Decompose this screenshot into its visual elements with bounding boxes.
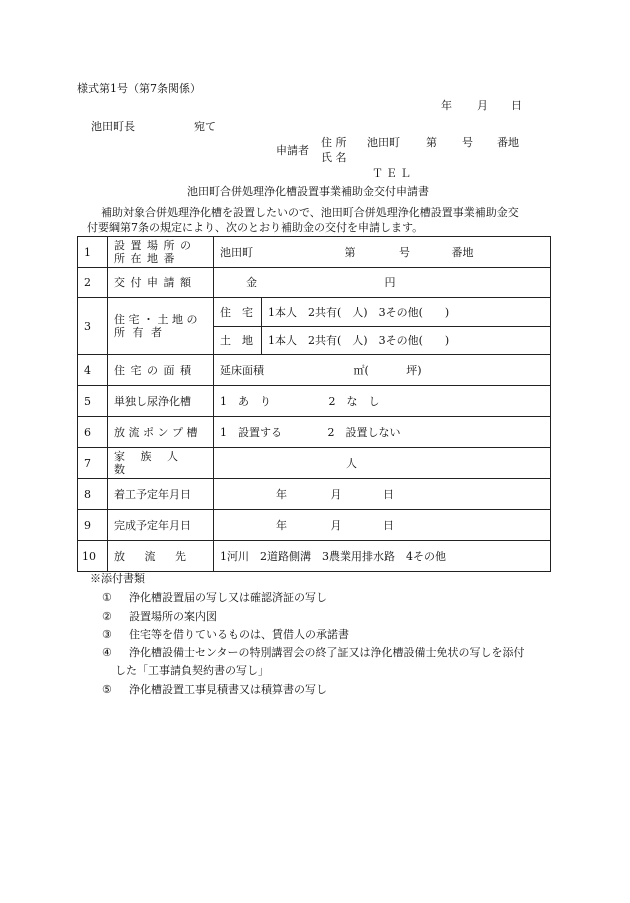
row-label: 放 流 ポ ン プ 槽 <box>108 417 214 448</box>
row-number: 4 <box>78 355 108 386</box>
row-label: 単独し尿浄化槽 <box>108 386 214 417</box>
row-label: 放 流 先 <box>108 541 214 572</box>
row-label-line2: 所 有 者 <box>114 326 164 339</box>
row-number: 6 <box>78 417 108 448</box>
intro-line2: 付要綱第7条の規定により、次のとおり補助金の交付を申請します。 <box>87 221 424 234</box>
attachment-text-continued: した「工事請負契約書の写し」 <box>115 664 269 677</box>
addressee-suffix: 宛て <box>194 120 216 133</box>
intro-line1: 補助対象合併処理浄化槽を設置したいので、池田町合併処理浄化槽設置事業補助金交 <box>101 206 519 219</box>
table-row <box>78 386 551 417</box>
row-number: 1 <box>78 237 108 268</box>
row-label-line1: 住 宅 ・ 土 地 の <box>114 313 198 326</box>
date-day: 日 <box>511 99 522 112</box>
tel-label: ＴＥＬ <box>372 167 414 180</box>
attachment-text: 浄化槽設置工事見積書又は積算書の写し <box>129 683 327 696</box>
value-month: 月 <box>330 487 342 501</box>
attachment-text: 浄化槽設置届の写し又は確認済証の写し <box>129 591 327 604</box>
address-banchi: 番地 <box>497 136 519 149</box>
attachment-text: 浄化槽設備士センターの特別講習会の終了証又は浄化槽設備士免状の写しを添付 <box>129 646 525 659</box>
sub-label-house: 住 宅 <box>214 298 262 327</box>
row-label-line1: 設 置 場 所 の <box>114 239 192 252</box>
row-number: 7 <box>78 448 108 479</box>
row-label: 住 宅 の 面 積 <box>108 355 214 386</box>
address-town: 池田町 <box>367 136 400 149</box>
addressee: 池田町長 <box>91 120 135 133</box>
option-no[interactable]: 2 な し <box>328 394 380 408</box>
date-year: 年 <box>441 99 452 112</box>
option-yes[interactable]: 1 あ り <box>220 394 271 408</box>
value-go: 号 <box>399 245 410 259</box>
row-label-line2: 所 在 地 番 <box>114 252 176 265</box>
row-value[interactable] <box>214 268 551 298</box>
table-row <box>78 510 551 541</box>
row-value[interactable] <box>214 448 551 479</box>
attachment-text: 設置場所の案内図 <box>129 610 217 623</box>
value-unit: ㎡( <box>353 363 369 377</box>
value-town: 池田町 <box>220 245 253 259</box>
sub-value-land[interactable]: 1本人 2共有( 人) 3その他( ) <box>262 327 551 355</box>
row-value[interactable] <box>214 417 551 448</box>
form-number: 様式第1号（第7条関係） <box>77 82 201 95</box>
value-persons: 人 <box>346 456 357 470</box>
value-dai: 第 <box>344 245 356 259</box>
table-row <box>78 541 551 572</box>
row-value[interactable] <box>214 355 551 386</box>
attachment-mark: ⑤ <box>102 683 112 696</box>
attachment-mark: ① <box>102 591 112 604</box>
value-kin: 金 <box>246 276 257 289</box>
attachment-mark: ④ <box>102 646 112 659</box>
row-label: 完成予定年月日 <box>108 510 214 541</box>
value-tsubo: 坪) <box>406 363 422 377</box>
date-month: 月 <box>477 99 488 112</box>
row-value[interactable] <box>214 479 551 510</box>
table-row <box>78 417 551 448</box>
row-label: 着工予定年月日 <box>108 479 214 510</box>
row-number: 2 <box>78 268 108 298</box>
row-label <box>108 237 214 268</box>
applicant-label: 申請者 <box>276 144 309 157</box>
attachment-text: 住宅等を借りているものは、賃借人の承諾書 <box>129 628 349 641</box>
attachment-mark: ② <box>102 610 112 623</box>
row-label <box>108 298 214 355</box>
value-year: 年 <box>276 487 287 501</box>
row-number: 9 <box>78 510 108 541</box>
value-floor-area: 延床面積 <box>220 363 264 377</box>
row-number: 8 <box>78 479 108 510</box>
table-row <box>78 268 551 298</box>
row-value[interactable] <box>214 386 551 417</box>
table-row <box>78 355 551 386</box>
address-go: 号 <box>462 136 473 149</box>
value-day: 日 <box>383 487 394 501</box>
row-label: 交 付 申 請 額 <box>108 268 214 298</box>
value-year: 年 <box>276 518 287 532</box>
table-row <box>78 237 551 268</box>
table-row <box>78 448 551 479</box>
address-dai: 第 <box>426 136 437 149</box>
option-install[interactable]: 1 設置する <box>220 425 282 439</box>
attachments-heading: ※添付書類 <box>90 572 145 585</box>
row-number: 10 <box>78 541 108 572</box>
row-value[interactable] <box>214 237 551 268</box>
row-number: 5 <box>78 386 108 417</box>
row-label: 家 族 人 数 <box>108 448 214 479</box>
application-table <box>77 236 551 572</box>
name-label: 氏 名 <box>321 151 347 164</box>
row-value[interactable]: 1河川 2道路側溝 3農業用排水路 4その他 <box>214 541 551 572</box>
value-en: 円 <box>384 276 396 289</box>
table-row <box>78 298 551 327</box>
row-value[interactable] <box>214 510 551 541</box>
value-month: 月 <box>330 518 342 532</box>
row-number: 3 <box>78 298 108 355</box>
sub-label-land: 土 地 <box>214 327 262 355</box>
attachment-mark: ③ <box>102 628 112 641</box>
table-row <box>78 479 551 510</box>
value-day: 日 <box>383 518 394 532</box>
value-banchi: 番地 <box>451 245 474 259</box>
option-no-install[interactable]: 2 設置しない <box>327 425 401 439</box>
address-label: 住 所 <box>321 136 347 149</box>
document-title: 池田町合併処理浄化槽設置事業補助金交付申請書 <box>187 185 429 198</box>
sub-value-house[interactable]: 1本人 2共有( 人) 3その他( ) <box>262 298 551 327</box>
